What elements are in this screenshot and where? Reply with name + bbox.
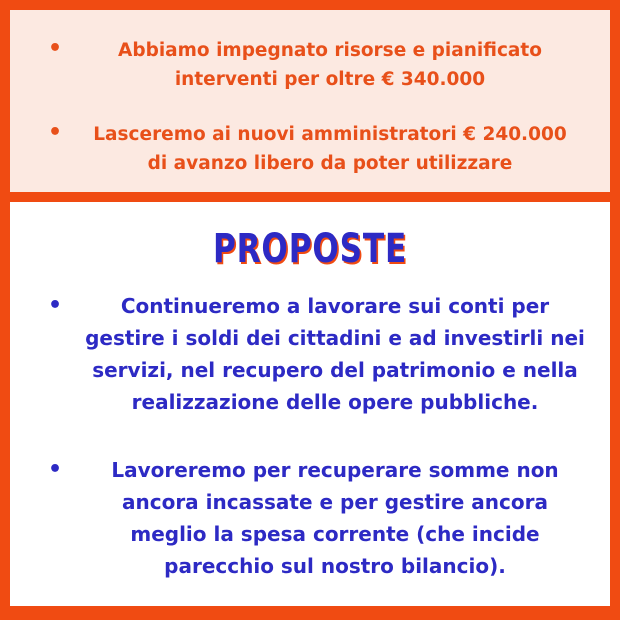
- list-item-text: Continueremo a lavorare sui conti per gestire i soldi dei cittadini e ad investirli nei servizi, nel recupero del patrimonio e nella realizzazione delle opere pubbliche.: [85, 294, 585, 414]
- bullet-icon: •: [48, 36, 63, 61]
- list-item-text: Abbiamo impegnato risorse e pianificato interventi per oltre € 340.000: [118, 40, 542, 90]
- bullet-icon: •: [48, 293, 63, 318]
- list-item-text: Lasceremo ai nuovi amministratori € 240.000 di avanzo libero da poter utilizzare: [93, 124, 567, 174]
- bullet-icon: •: [48, 457, 63, 482]
- list-item-text: Lavoreremo per recuperare somme non ancora incassate e per gestire ancora meglio la spesa corrente (che incide parecchio sul nostro bilancio).: [111, 458, 559, 578]
- proposals-panel: [10, 202, 610, 606]
- achievements-panel: [10, 10, 610, 192]
- bullet-icon: •: [48, 120, 63, 145]
- page-title: PROPOSTE: [212, 226, 408, 272]
